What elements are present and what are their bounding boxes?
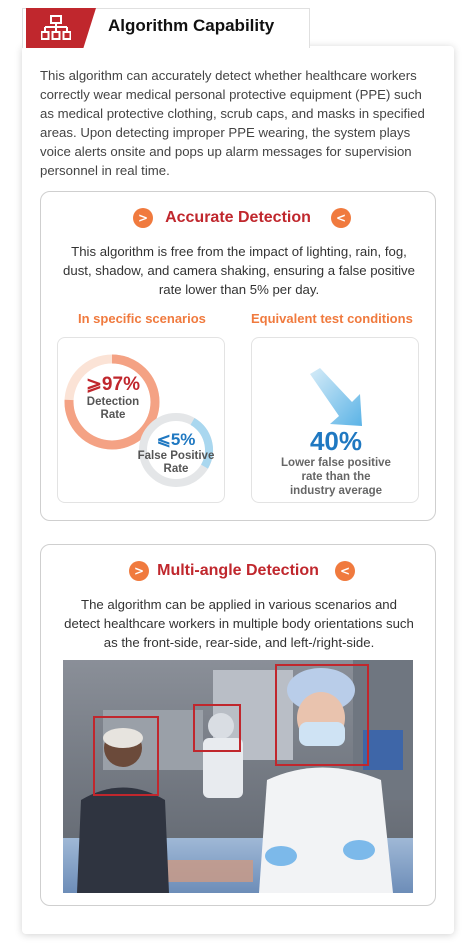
test-conditions-stat-box bbox=[251, 337, 419, 503]
section-title: Multi-angle Detection bbox=[157, 562, 319, 579]
detection-rate-label-line2: Rate bbox=[100, 409, 126, 421]
arrow-down-icon bbox=[306, 368, 376, 430]
accurate-detection-section bbox=[40, 191, 436, 521]
false-positive-rate-stat bbox=[128, 430, 224, 476]
detection-box-rear-worker bbox=[93, 716, 159, 796]
detection-rate-value: ⩾97% bbox=[86, 374, 140, 395]
multi-angle-description: The algorithm can be applied in various scenarios and detect healthcare workers in multiple body orientations such as the front-side, rear-side, and left-/right-side. bbox=[64, 597, 414, 650]
right-column-label: Equivalent test conditions bbox=[251, 311, 413, 326]
false-positive-rate-value: ⩽5% bbox=[156, 430, 196, 449]
comparison-caption-line3: industry average bbox=[289, 485, 383, 497]
specific-scenarios-stat-box bbox=[57, 337, 225, 503]
chevron-right-icon: > bbox=[133, 208, 153, 228]
chevron-right-icon: > bbox=[129, 561, 149, 581]
intro-paragraph: This algorithm can accurately detect whether healthcare workers correctly wear medical personal protective equipment (PPE) such as medical protective clothing, scrub caps, and masks in specified areas. Upon detecting improper PPE wearing, the system plays voice alerts onsite and pops up alarm messages for supervision personnel in real time. bbox=[40, 68, 425, 178]
multi-angle-header bbox=[41, 559, 435, 583]
comparison-caption-line2: rate than the bbox=[301, 471, 371, 483]
detection-rate-stat bbox=[76, 374, 150, 422]
industry-comparison-stat bbox=[252, 426, 420, 498]
lower-rate-value: 40% bbox=[309, 426, 363, 456]
comparison-caption-line1: Lower false positive bbox=[281, 457, 391, 469]
section-title: Accurate Detection bbox=[165, 209, 311, 226]
false-positive-label-line2: Rate bbox=[163, 463, 189, 475]
page-title: Algorithm Capability bbox=[108, 16, 275, 35]
chevron-left-icon: < bbox=[331, 208, 351, 228]
chevron-left-icon: < bbox=[335, 561, 355, 581]
detection-box-front-worker bbox=[275, 664, 369, 766]
detection-box-background-worker bbox=[193, 704, 241, 752]
accurate-detection-header bbox=[41, 206, 435, 230]
accurate-detection-description: This algorithm is free from the impact of lighting, rain, fog, dust, shadow, and camera shaking, ensuring a false positive rate lower than 5% per day. bbox=[63, 244, 415, 297]
false-positive-label-line1: False Positive bbox=[137, 450, 215, 462]
left-column-label: In specific scenarios bbox=[78, 311, 206, 326]
detection-rate-label-line1: Detection bbox=[86, 396, 140, 408]
healthcare-workers-photo bbox=[63, 660, 413, 893]
hierarchy-network-icon bbox=[41, 15, 71, 41]
multi-angle-detection-section bbox=[40, 544, 436, 906]
